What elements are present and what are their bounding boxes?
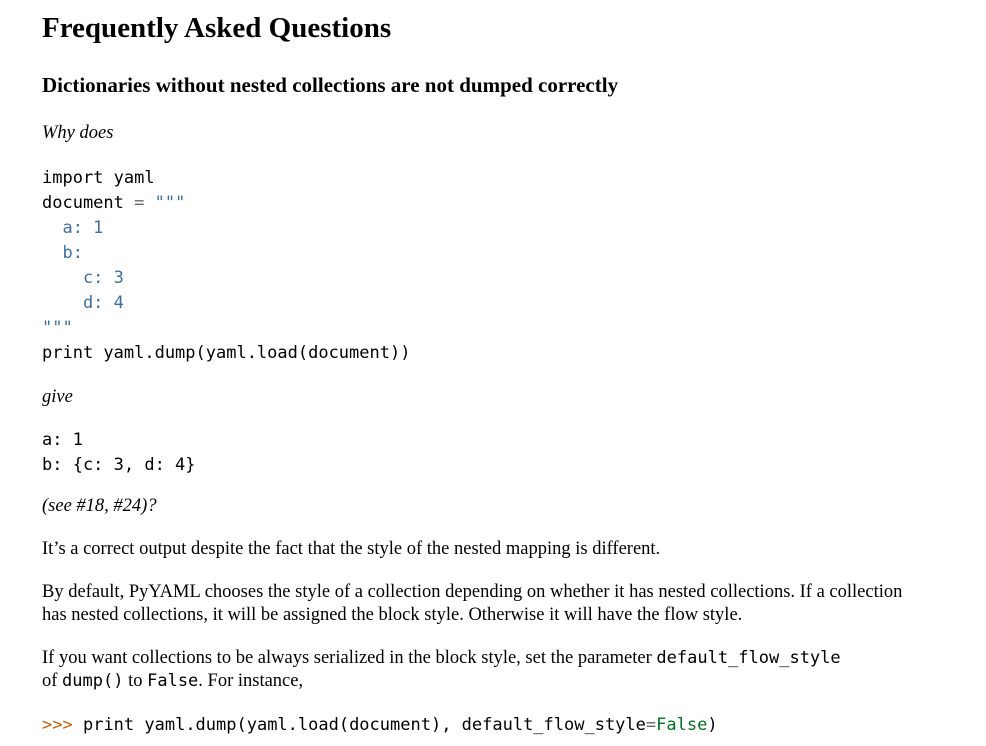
code-string: """ (42, 318, 73, 338)
section-heading: Dictionaries without nested collections are not dumped correctly (42, 73, 619, 97)
intro-text: Why does (42, 123, 114, 143)
give-text: give (42, 387, 73, 407)
code-string: """ (154, 193, 186, 213)
code-block-output (42, 428, 196, 478)
code-call: print yaml.dump(yaml.load(document), default_flow_style (82, 715, 646, 735)
code-string: c: 3 (42, 268, 124, 288)
para3-text: to (128, 671, 143, 691)
code-paren: ) (707, 715, 718, 735)
code-string: a: 1 (42, 218, 104, 238)
paragraph-default-style: By default, PyYAML chooses the style of a collection depending on whether it has nested collections. If a collection has nested collections, it will be assigned the block style. Otherwise it will have the flow style. (42, 582, 903, 625)
code-block-console (42, 713, 718, 738)
code-line: print yaml.dump(yaml.load(document)) (42, 343, 411, 363)
code-line: import yaml (42, 168, 155, 188)
para3-text: . For instance, (198, 671, 304, 691)
code-operator: = (645, 715, 657, 735)
code-operator: = (134, 193, 145, 213)
console-prompt: >>> (42, 715, 73, 735)
para3-text: If you want collections to be always serialized in the block style, set the parameter (42, 648, 652, 668)
see-issues-text: (see #18, #24)? (42, 496, 157, 516)
code-block-example (42, 166, 410, 366)
code-string: d: 4 (42, 293, 124, 313)
page-title: Frequently Asked Questions (42, 12, 392, 44)
inline-code-dump: dump() (62, 671, 124, 691)
para3-text: of (42, 671, 58, 691)
code-string: b: (42, 243, 83, 263)
paragraph-block-style (42, 647, 912, 693)
code-line: b: {c: 3, d: 4} (42, 455, 196, 475)
paragraph-correct-output: It’s a correct output despite the fact that the style of the nested mapping is different. (42, 539, 661, 559)
code-var: document (42, 193, 124, 213)
inline-code-false: False (147, 671, 199, 691)
code-line: a: 1 (42, 430, 83, 450)
inline-code-param: default_flow_style (656, 648, 841, 668)
code-value: False (656, 715, 708, 735)
